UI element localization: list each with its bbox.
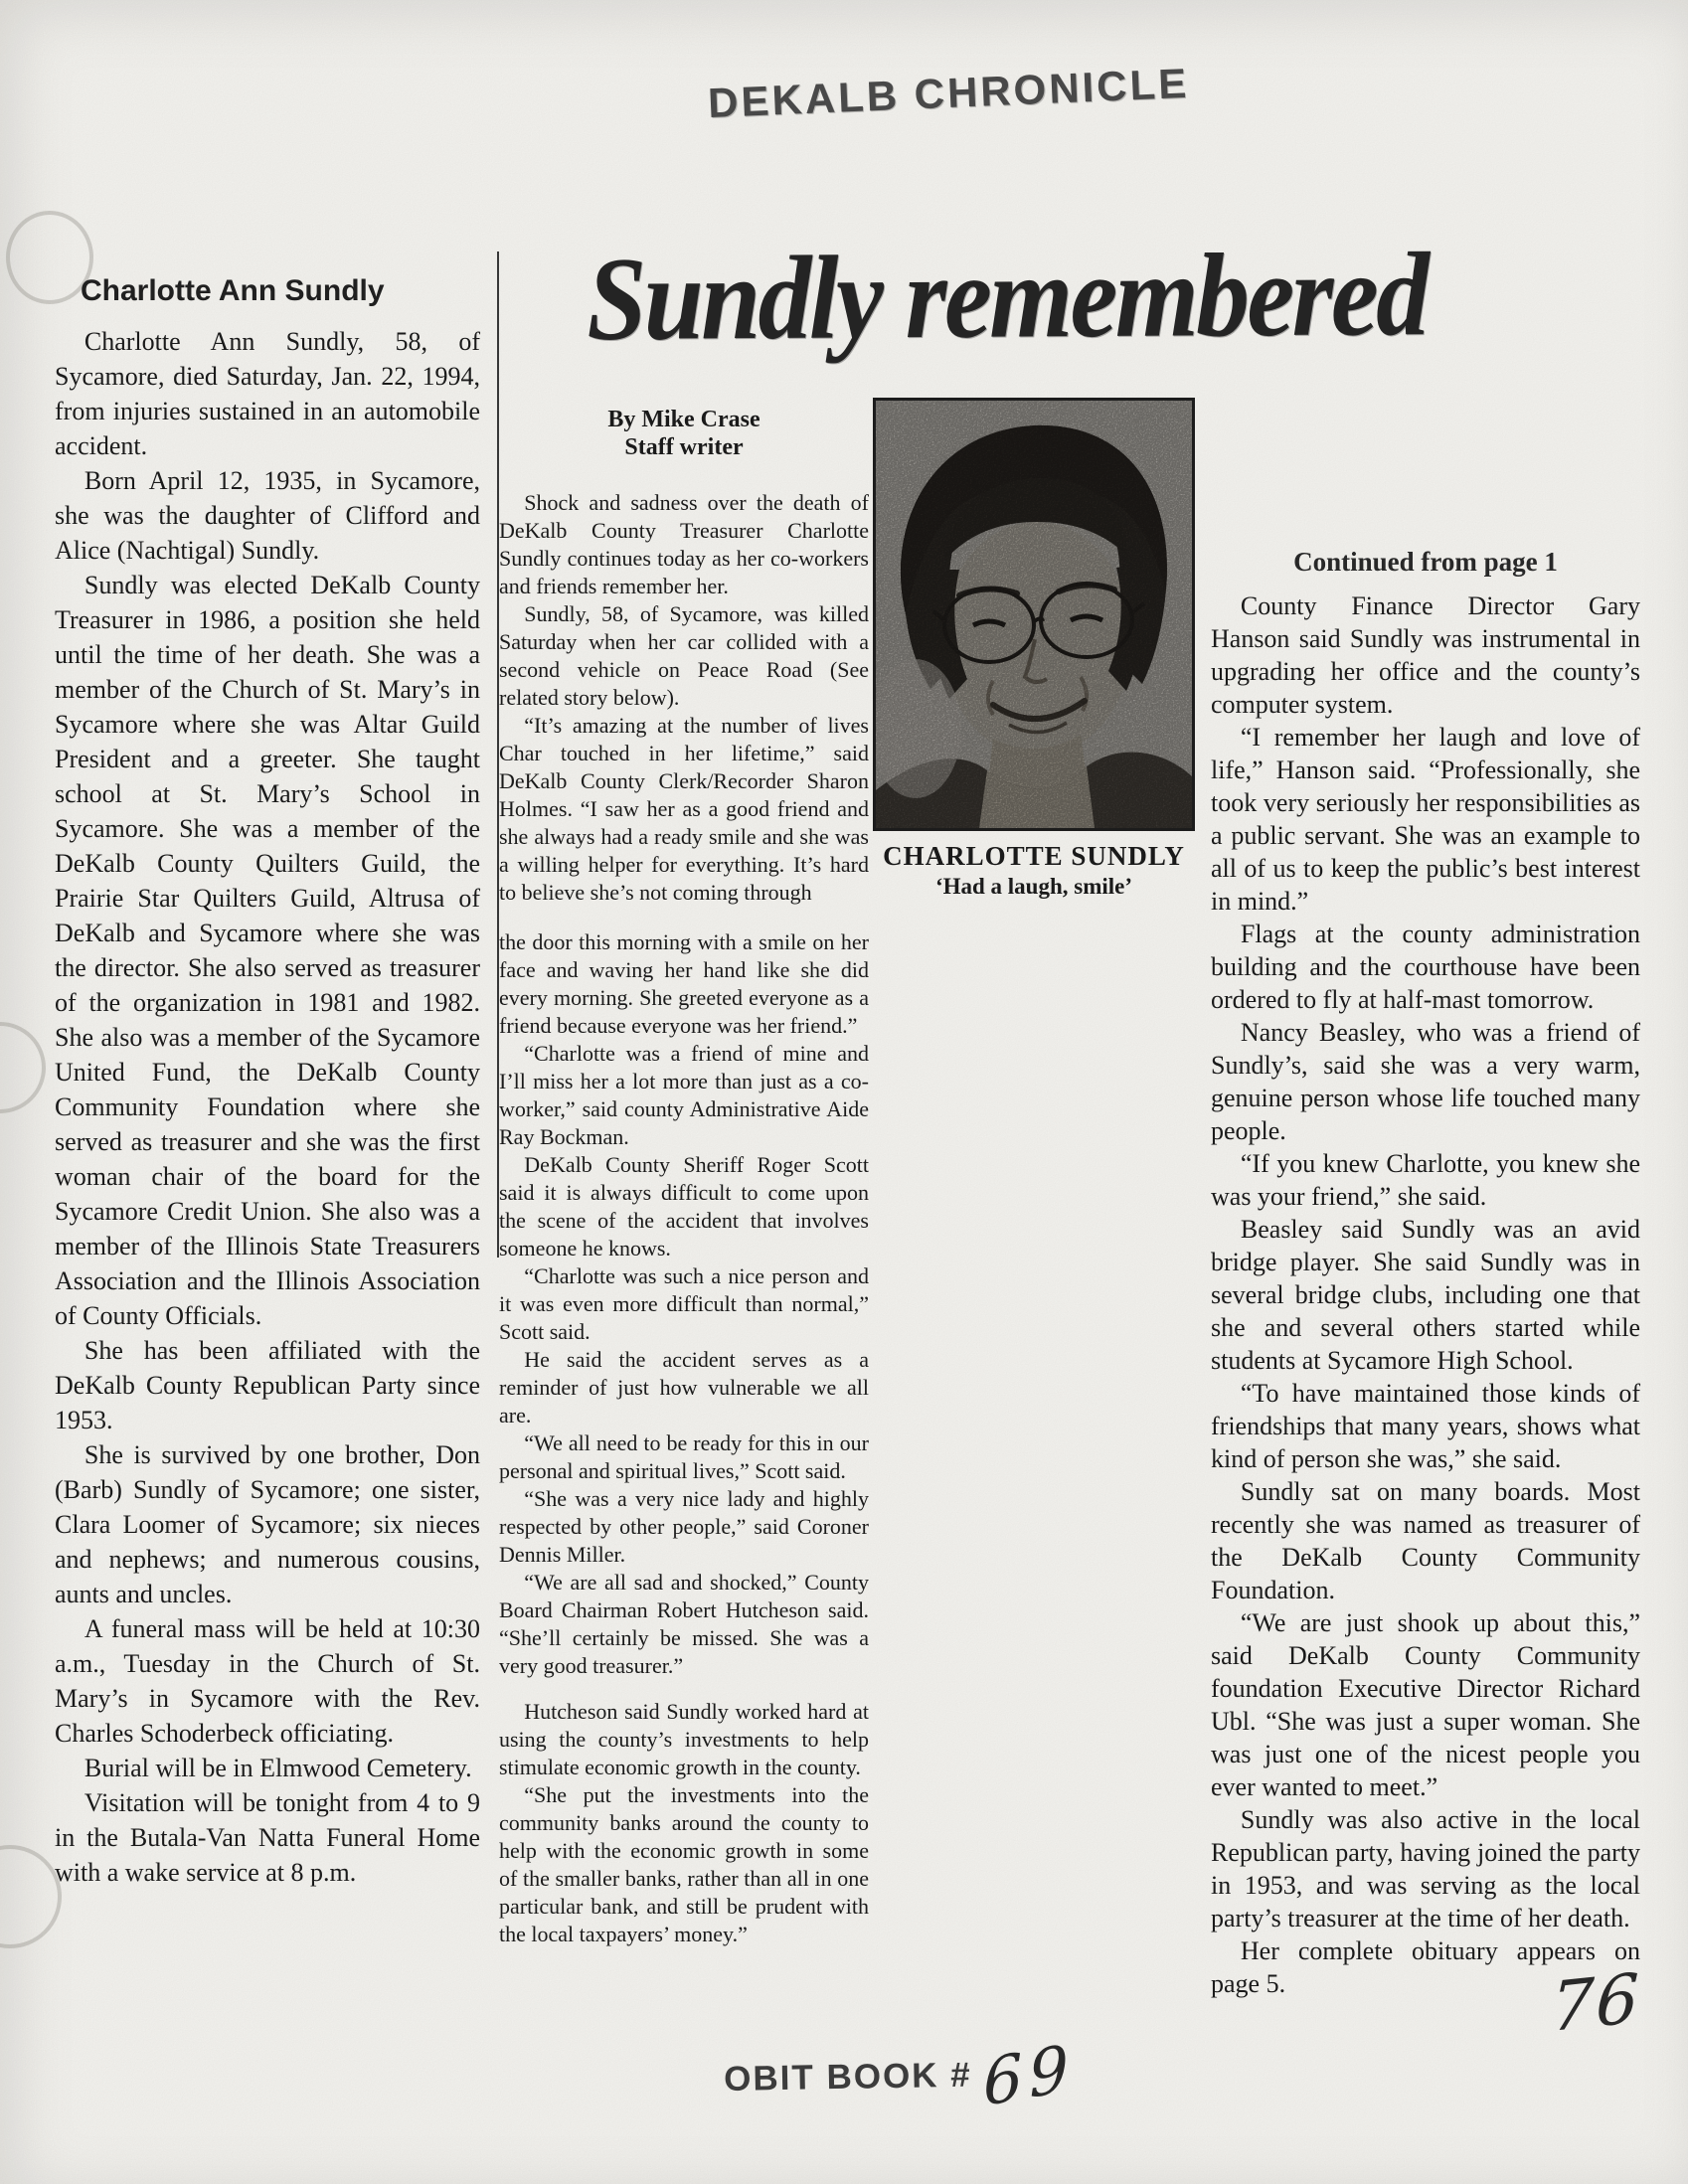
page-number-handwritten: 76	[1549, 1958, 1642, 2049]
obituary-body	[55, 324, 480, 1890]
paragraph: “Charlotte was such a nice person and it was even more difficult than normal,” Scott said.	[499, 1263, 869, 1344]
paragraph: Sundly was also active in the local Republican party, having joined the party in 1953, and was serving as the local party’s treasurer at the time of her death.	[1211, 1805, 1640, 1932]
paragraph: A funeral mass will be held at 10:30 a.m., Tuesday in the Church of St. Mary’s in Sycamore with the Rev. Charles Schoderbeck officiating.	[55, 1614, 480, 1748]
paragraph: “I remember her laugh and love of life,” Hanson said. “Professionally, she took very seriously her responsibilities as a public servant. She was an example to all of us to keep the public’s best interest in mind.”	[1211, 723, 1640, 916]
paragraph: “To have maintained those kinds of friendships that many years, shows what kind of person she was,” she said.	[1211, 1379, 1640, 1473]
paragraph: Beasley said Sundly was an avid bridge player. She said Sundly was in several bridge clubs, including one that she and several others started while students at Sycamore High School.	[1211, 1215, 1640, 1375]
paragraph: Sundly sat on many boards. Most recently she was named as treasurer of the DeKalb County Community Foundation.	[1211, 1477, 1640, 1604]
paragraph: She has been affiliated with the DeKalb County Republican Party since 1953.	[55, 1336, 480, 1434]
paragraph: “She was a very nice lady and highly respected by other people,” said Coroner Dennis Miller.	[499, 1486, 869, 1567]
article-column-2	[1211, 547, 1640, 2000]
paragraph: Nancy Beasley, who was a friend of Sundly’s, said she was a very warm, genuine person whose life touched many people.	[1211, 1018, 1640, 1145]
portrait-halftone-illustration	[876, 401, 1192, 828]
obit-book-number-handwritten: 69	[981, 2031, 1076, 2122]
obituary-title: Charlotte Ann Sundly	[81, 274, 385, 307]
paragraph: She is survived by one brother, Don (Barb) Sundly of Sycamore; one sister, Clara Loomer of Sycamore; six nieces and nephews; and numerous cousins, aunts and uncles.	[55, 1440, 480, 1608]
paragraph: “If you knew Charlotte, you knew she was your friend,” she said.	[1211, 1149, 1640, 1211]
obituary-column	[55, 274, 480, 1890]
masthead-stamp: DEKALB CHRONICLE	[707, 59, 1191, 127]
obit-book-stamp	[723, 2027, 1076, 2122]
paragraph: “We are just shook up about this,” said DeKalb County Community foundation Executive Director Richard Ubl. “She was just a super woman. She was just one of the nicest people you ever wanted to meet.”	[1211, 1608, 1640, 1801]
paragraph: Sundly was elected DeKalb County Treasurer in 1986, a position she held until the time of her death. She was a member of the Church of St. Mary’s in Sycamore where she was Altar Guild President and a greeter. She taught school at St. Mary’s School in Sycamore. She was a member of the DeKalb County Quilters Guild, the Prairie Star Quilters Guild, Altrusa of DeKalb and Sycamore where she was the director. She also served as treasurer of the organization in 1981 and 1982. She also was a member of the Sycamore United Fund, the DeKalb County Community Foundation where she served as treasurer and she was the first woman chair of the board for the Sycamore Credit Union. She also was a member of the Illinois State Treasurers Association and the Illinois Association of County Officials.	[55, 571, 480, 1330]
byline-role: Staff writer	[624, 434, 744, 460]
paragraph: Hutcheson said Sundly worked hard at using the county’s investments to help stimulate economic growth in the county.	[499, 1699, 869, 1779]
article-text-before-break	[499, 489, 869, 907]
paragraph: Flags at the county administration building and the courthouse have been ordered to fly at half-mast tomorrow.	[1211, 920, 1640, 1014]
article-column-1	[499, 406, 869, 1948]
article-headline: Sundly remembered	[587, 228, 1428, 365]
paragraph: Burial will be in Elmwood Cemetery.	[84, 1754, 472, 1782]
paragraph: “We are all sad and shocked,” County Board Chairman Robert Hutcheson said. “She’ll certainly be missed. She was a very good treasurer.”	[499, 1570, 869, 1678]
paragraph: “It’s amazing at the number of lives Char touched in her lifetime,” said DeKalb County Clerk/Recorder Sharon Holmes. “I saw her as a good friend and she always had a ready smile and she was a willing helper for everything. It’s hard to believe she’s not coming through	[499, 713, 869, 905]
photo-caption-quote: ‘Had a laugh, smile’	[934, 874, 1133, 899]
paragraph: Visitation will be tonight from 4 to 9 in the Butala-Van Natta Funeral Home with a wake service at 8 p.m.	[55, 1788, 480, 1887]
photo-caption-name: CHARLOTTE SUNDLY	[883, 841, 1185, 871]
paragraph: DeKalb County Sheriff Roger Scott said it is always difficult to come upon the scene of the accident that involves someone he knows.	[499, 1152, 869, 1260]
byline-author: By Mike Crase	[607, 407, 760, 432]
hole-punch-middle	[0, 1022, 46, 1113]
continued-from-label: Continued from page 1	[1293, 547, 1558, 577]
photo-caption	[855, 841, 1213, 900]
article-text-continued	[1211, 589, 1640, 2000]
paragraph: “Charlotte was a friend of mine and I’ll miss her a lot more than just as a co-worker,” said county Administrative Aide Ray Bockman.	[499, 1041, 869, 1149]
portrait-photo	[873, 398, 1195, 831]
paragraph: Sundly, 58, of Sycamore, was killed Saturday when her car collided with a second vehicle on Peace Road (See related story below).	[499, 601, 869, 710]
paragraph: the door this morning with a smile on her face and waving her hand like she did every morning. She greeted everyone as a friend because everyone was her friend.”	[499, 929, 869, 1038]
paragraph: “We all need to be ready for this in our personal and spiritual lives,” Scott said.	[499, 1430, 869, 1483]
paragraph: Charlotte Ann Sundly, 58, of Sycamore, died Saturday, Jan. 22, 1994, from injuries sustained in an automobile accident.	[55, 327, 480, 460]
paragraph: Shock and sadness over the death of DeKalb County Treasurer Charlotte Sundly continues today as her co-workers and friends remember her.	[499, 490, 869, 598]
paragraph: He said the accident serves as a reminder of just how vulnerable we all are.	[499, 1347, 869, 1428]
byline	[499, 406, 869, 461]
paragraph: Her complete obituary appears on page 5.	[1211, 1936, 1640, 1998]
hole-punch-bottom	[0, 1845, 62, 1948]
article-text-after-break	[499, 928, 869, 1948]
paragraph: County Finance Director Gary Hanson said Sundly was instrumental in upgrading her office and the county’s computer system.	[1211, 591, 1640, 719]
obit-book-stamp-label: OBIT BOOK #	[723, 2055, 973, 2099]
paragraph: Born April 12, 1935, in Sycamore, she was the daughter of Clifford and Alice (Nachtigal) Sundly.	[55, 466, 480, 565]
paragraph: “She put the investments into the community banks around the county to help with the economic growth in some of the smaller banks, rather than all in one particular bank, and still be prudent with the local taxpayers’ money.”	[499, 1782, 869, 1946]
